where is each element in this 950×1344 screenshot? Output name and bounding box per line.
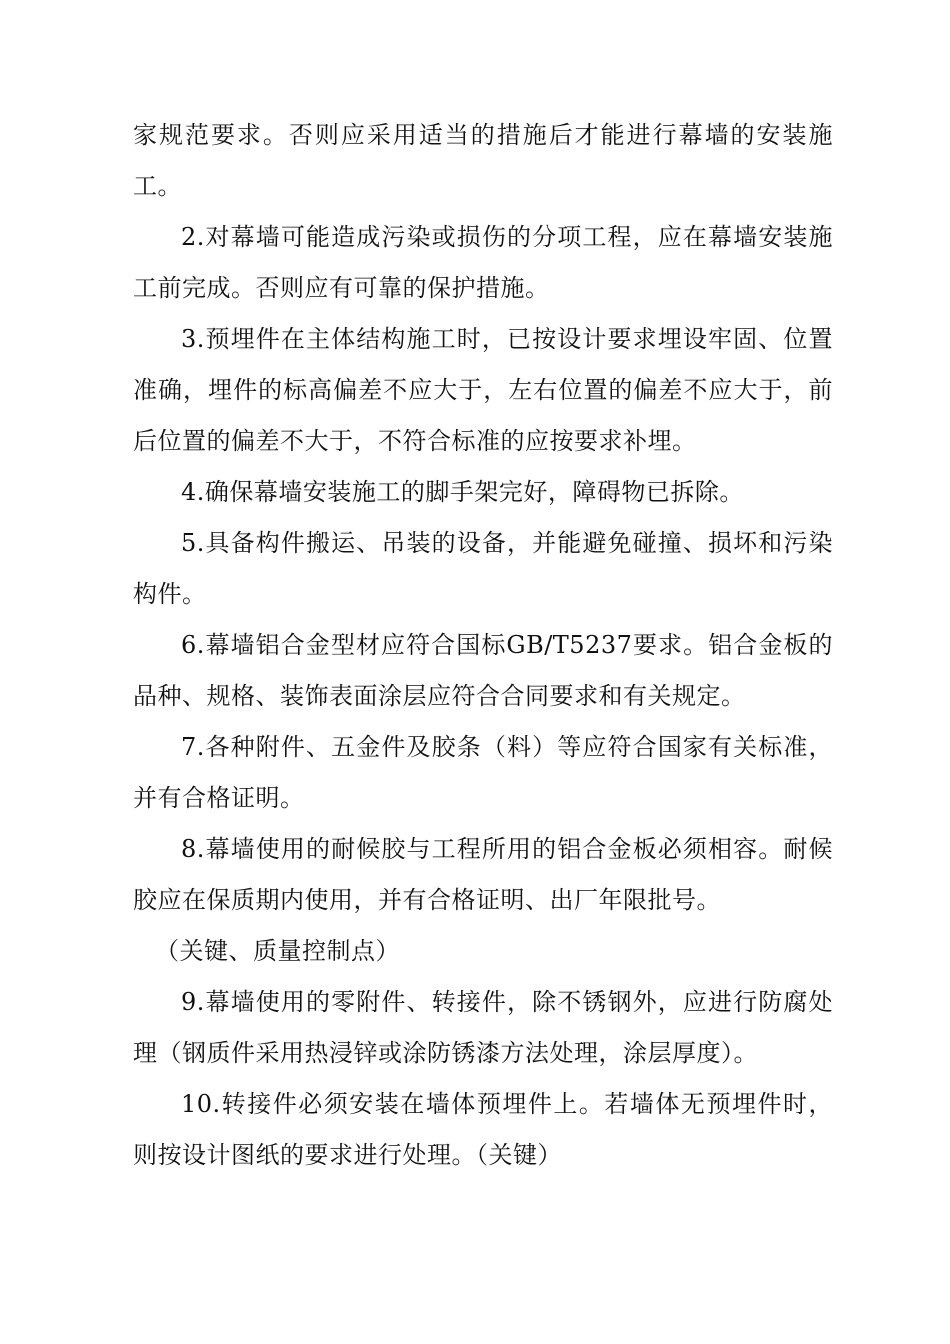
- list-item-5: [133, 518, 833, 620]
- list-item-6: [133, 620, 833, 722]
- item-number: 2.: [181, 223, 205, 251]
- item-number: 8.: [181, 835, 205, 863]
- item-number: 10.: [181, 1090, 221, 1118]
- quality-control-note: （关键、质量控制点）: [155, 937, 400, 965]
- item-text: 幕墙铝合金型材应符合国标GB/T5237要求。铝合金板的品种、规格、装饰表面涂层应符合合同要求和有关规定。: [133, 631, 833, 710]
- document-body: [133, 110, 833, 1181]
- list-item-4: [133, 467, 833, 518]
- item-text: 确保幕墙安装施工的脚手架完好，障碍物已拆除。: [204, 478, 744, 506]
- list-item-10: [133, 1079, 833, 1181]
- item-text: 对幕墙可能造成污染或损伤的分项工程，应在幕墙安装施工前完成。否则应有可靠的保护措施。: [133, 223, 833, 302]
- list-item-3: [133, 314, 833, 467]
- item-number: 3.: [181, 325, 205, 353]
- item-number: 5.: [181, 529, 205, 557]
- item-number: 9.: [181, 988, 205, 1016]
- item-text: 幕墙使用的零附件、转接件，除不锈钢外，应进行防腐处理（钢质件采用热浸锌或涂防锈漆方法处理，涂层厚度）。: [133, 988, 833, 1067]
- item-text: 预埋件在主体结构施工时，已按设计要求埋设牢固、位置准确，埋件的标高偏差不应大于，左右位置的偏差不应大于，前后位置的偏差不大于，不符合标准的应按要求补埋。: [133, 325, 833, 455]
- list-item-2: [133, 212, 833, 314]
- item-text: 各种附件、五金件及胶条（料）等应符合国家有关标准，并有合格证明。: [133, 733, 833, 812]
- item-number: 6.: [181, 631, 205, 659]
- list-item-9: [133, 977, 833, 1079]
- item-number: 4.: [181, 478, 205, 506]
- item-number: 7.: [181, 733, 205, 761]
- list-item-8: [133, 824, 833, 926]
- list-item-7: [133, 722, 833, 824]
- item-text: 转接件必须安装在墙体预埋件上。若墙体无预埋件时，则按设计图纸的要求进行处理。（关键）: [133, 1090, 833, 1169]
- item-text: 具备构件搬运、吊装的设备，并能避免碰撞、损坏和污染构件。: [133, 529, 833, 608]
- continuation-paragraph: 家规范要求。否则应采用适当的措施后才能进行幕墙的安装施工。: [133, 121, 833, 200]
- item-text: 幕墙使用的耐候胶与工程所用的铝合金板必须相容。耐候胶应在保质期内使用，并有合格证明、出厂年限批号。: [133, 835, 833, 914]
